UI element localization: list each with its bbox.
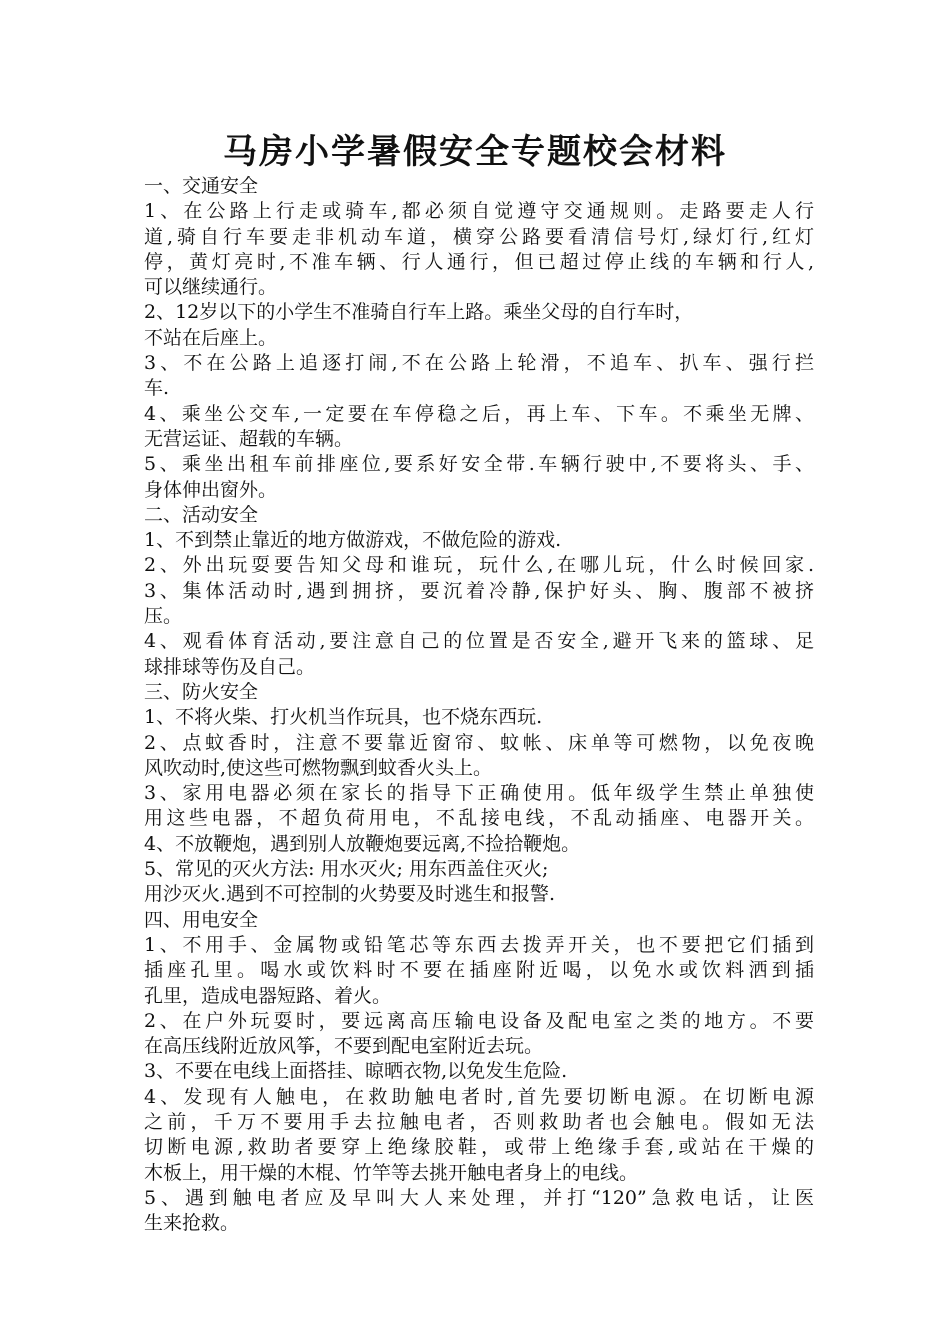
section-heading: 二、活动安全 <box>144 503 259 526</box>
text-line: 3、不要在电线上面搭挂、晾晒衣物,以免发生危险. <box>144 1060 568 1083</box>
text-line: 4、发现有人触电，在救助触电者时,首先要切断电源。在切断电源 <box>144 1085 814 1108</box>
text-line: 风吹动时,使这些可燃物飘到蚊香火头上。 <box>144 756 493 779</box>
text-line: 1、不将火柴、打火机当作玩具，也不烧东西玩. <box>144 706 543 729</box>
text-line: 用这些电器，不超负荷用电，不乱接电线，不乱动插座、电器开关。 <box>144 807 814 830</box>
text-line: 3、家用电器必须在家长的指导下正确使用。低年级学生禁止单独使 <box>144 782 814 805</box>
text-line: 可以继续通行。 <box>144 276 278 299</box>
text-line: 2、12岁以下的小学生不准骑自行车上路。乘坐父母的自行车时， <box>144 301 694 324</box>
text-line: 5、遇到触电者应及早叫大人来处理，并打“120”急救电话，让医 <box>144 1186 814 1209</box>
text-line: 5、常见的灭火方法: 用水灭火; 用东西盖住灭火; <box>144 858 549 881</box>
text-line: 道,骑自行车要走非机动车道，横穿公路要看清信号灯,绿灯行,红灯 <box>144 225 814 248</box>
text-line: 2、外出玩耍要告知父母和谁玩，玩什么,在哪儿玩，什么时候回家. <box>144 554 814 577</box>
text-line: 之前，千万不要用手去拉触电者，否则救助者也会触电。假如无法 <box>144 1110 814 1133</box>
text-line: 2、在户外玩耍时，要远离高压输电设备及配电室之类的地方。不要 <box>144 1009 814 1032</box>
text-line: 1、不用手、金属物或铅笔芯等东西去拨弄开关，也不要把它们插到 <box>144 933 814 956</box>
text-line: 车. <box>144 377 170 400</box>
text-line: 5、乘坐出租车前排座位,要系好安全带.车辆行驶中,不要将头、手、 <box>144 453 814 476</box>
text-line: 不站在后座上。 <box>144 326 278 349</box>
text-line: 4、乘坐公交车,一定要在车停稳之后，再上车、下车。不乘坐无牌、 <box>144 402 814 425</box>
document-title: 马房小学暑假安全专题校会材料 <box>223 132 727 172</box>
text-line: 1、不到禁止靠近的地方做游戏，不做危险的游戏. <box>144 529 562 552</box>
text-line: 4、不放鞭炮，遇到别人放鞭炮要远离,不捡拾鞭炮。 <box>144 832 581 855</box>
text-line: 用沙灭火.遇到不可控制的火势要及时逃生和报警. <box>144 883 556 906</box>
text-line: 3、集体活动时,遇到拥挤，要沉着冷静,保护好头、胸、腹部不被挤 <box>144 579 814 602</box>
text-line: 压。 <box>144 605 183 628</box>
text-line: 切断电源,救助者要穿上绝缘胶鞋，或带上绝缘手套,或站在干燥的 <box>144 1136 814 1159</box>
text-line: 孔里，造成电器短路、着火。 <box>144 984 392 1007</box>
text-line: 木板上，用干燥的木棍、竹竿等去挑开触电者身上的电线。 <box>144 1161 639 1184</box>
text-line: 球排球等伤及自己。 <box>144 655 316 678</box>
text-line: 停，黄灯亮时,不准车辆、行人通行，但已超过停止线的车辆和行人, <box>144 250 814 273</box>
document-body <box>144 174 814 1236</box>
section-heading: 四、用电安全 <box>144 908 259 931</box>
text-line: 4、观看体育活动,要注意自己的位置是否安全,避开飞来的篮球、足 <box>144 630 814 653</box>
text-line: 无营运证、超载的车辆。 <box>144 427 354 450</box>
section-heading: 一、交通安全 <box>144 175 259 197</box>
text-line: 2、点蚊香时，注意不要靠近窗帘、蚊帐、床单等可燃物，以免夜晚 <box>144 731 814 754</box>
text-line: 生来抢救。 <box>144 1212 240 1235</box>
section-heading: 三、防火安全 <box>144 680 259 703</box>
text-line: 身体伸出窗外。 <box>144 478 278 501</box>
text-line: 在高压线附近放风筝，不要到配电室附近去玩。 <box>144 1035 544 1058</box>
text-line: 3、不在公路上追逐打闹,不在公路上轮滑，不追车、扒车、强行拦 <box>144 352 814 375</box>
text-line: 1、在公路上行走或骑车,都必须自觉遵守交通规则。走路要走人行 <box>144 200 814 223</box>
text-line: 插座孔里。喝水或饮料时不要在插座附近喝，以免水或饮料洒到插 <box>144 959 814 982</box>
